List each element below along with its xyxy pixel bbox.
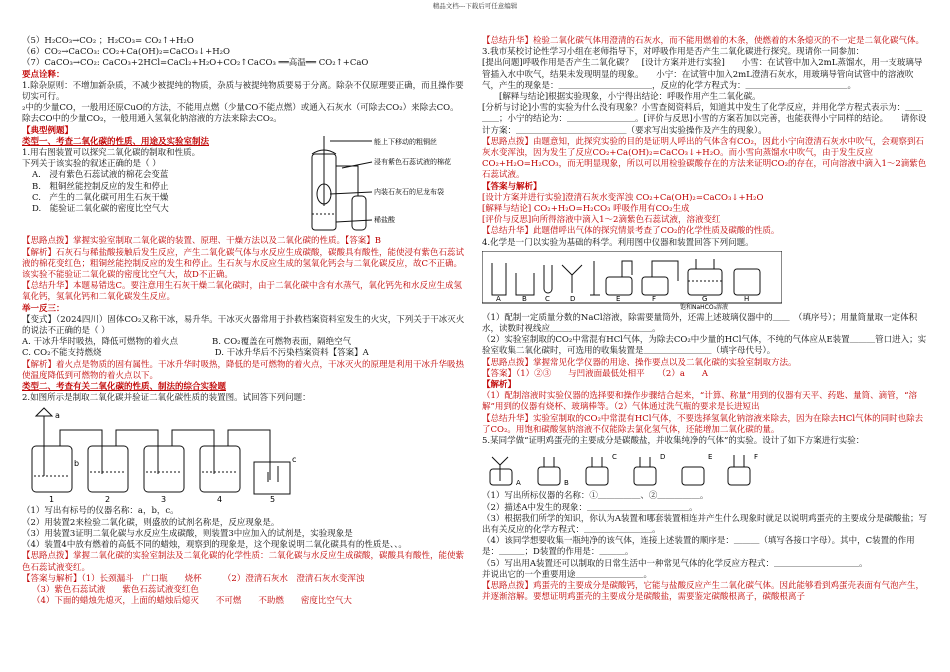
left-section-2	[22, 236, 467, 404]
eggshell-label-b: B	[564, 479, 569, 488]
apparatus-label-5: 5	[270, 495, 276, 505]
eggshell-label-c: C	[612, 453, 617, 462]
left3-paragraph: （2）用装置2来检验二氧化碳，则盛放的试剂名称是，反应现象是。	[22, 517, 280, 528]
eggshell-apparatus-figure	[482, 449, 762, 489]
left2-paragraph: 举一反三：	[22, 303, 65, 314]
right-paragraph: 3.我市某校讨论性学习小组在老师指导下，对呼吸作用是否产生二氧化碳进行探究。现请你一同参加：	[482, 47, 865, 58]
left-paragraph: ₂中的少量CO，一般用还原CuO的方法，不能用点燃（少量CO不能点燃）或通入石灰水（可除去CO₂）来除去CO。除去CO中的少量CO₂，一般用通入氢氧化钠溶液的方法来除去CO₂。	[22, 103, 459, 125]
left3-paragraph: 【思路点拨】掌握二氧化碳的实验室制法及二氧化碳的化学性质：二氧化碳与水反应生成碳酸，碳酸具有酸性，能使紫色石蕊试液变红。	[22, 551, 465, 573]
figure-label-bag: 内装石灰石的尼龙布袋	[374, 188, 444, 197]
left-paragraph: 1.除杂原则：不增加新杂质，不减少被提纯的物质，杂质与被提纯物质要易于分离。除杂不仅原理要正确，而且操作要切实可行。	[22, 80, 464, 103]
left-paragraph: 下列关于该实验的叙述正确的是（ ）	[22, 159, 161, 170]
right-section-1	[482, 36, 928, 249]
right2-paragraph: 【总结升华】实验室制取的CO₂中常混有HCl气体，不要选择氢氧化钠溶液来除去，因为在除去HCl气体的同时也除去了CO₂。用饱和碳酸氢钠溶液不仅能除去氯化氢气体，还能增加二氧化碳的量。	[482, 413, 924, 435]
instrument-label-d: D	[570, 294, 576, 303]
figure-label-wire: 能上下移动的粗铜丝	[374, 138, 437, 147]
left3-paragraph: （3）紫色石蕊试液 紫色石蕊试液变红色	[32, 584, 199, 595]
instrument-label-a: A	[496, 294, 501, 303]
right3-paragraph: （3）根据我们所学的知识，你认为A装置和哪套装置相连并产生什么现象时就足以说明鸡蛋壳的主要成分是碳酸盐；写出有关反应的化学方程式：＿＿＿＿＿＿＿＿。	[482, 513, 928, 535]
right2-paragraph: 【思路点拨】掌握常见化学仪器的用途、操作要点以及二氧化碳的实验室制取方法。	[482, 357, 797, 368]
right-column	[482, 36, 928, 603]
apparatus-letter-a: a	[55, 411, 60, 421]
right-paragraph: 【答案与解析】	[482, 181, 542, 192]
right-paragraph: 【总结升华】此题借呼出气体的探究情景考查了CO₂的化学性质及碳酸的性质。	[482, 226, 780, 237]
left2-paragraph: 类型二、考查有关二氧化碳的性质、制法的综合实验题	[22, 382, 227, 393]
instrument-label-g: G	[702, 294, 708, 303]
instrument-label-f: F	[652, 294, 657, 303]
right3-paragraph: （4）该同学想要收集一瓶纯净的该气体，连接上述装置的顺序是：＿＿＿（填写各接口字母）。其中，C装置的作用是：＿＿＿；D装置的作用是：＿＿＿。	[482, 536, 915, 558]
lab-instruments-figure	[482, 251, 782, 311]
figure-label-cotton: 浸有紫色石蕊试液的棉花	[374, 158, 451, 167]
right3-paragraph: （2）描述A中发生的现象：＿＿＿＿＿＿＿＿＿＿＿＿。	[482, 502, 698, 513]
left2-paragraph: 【变式】（2024四川）固体CO₂又称干冰，易升华。干冰灭火器常用于扑救档案资料室发生的火灾，下列关于干冰灭火的说法不正确的是（ ）	[22, 314, 465, 337]
right3-paragraph: 并说出它的一个重要用途＿＿＿＿＿＿＿＿。	[482, 569, 653, 580]
answer-option: D. 能验证二氧化碳的密度比空气大	[32, 204, 169, 215]
left2-paragraph: 【思路点拨】掌握实验室制取二氧化碳的装置、原理、干燥方法以及二氧化碳的性质。【答案】B	[22, 236, 382, 247]
left3-paragraph: 【答案与解析】（1）长颈漏斗 广口瓶 烧杯 （2）澄清石灰水 澄清石灰水变浑浊	[22, 573, 365, 584]
left3-paragraph: （1）写出有标号的仪器名称：a，b，c。	[22, 506, 179, 517]
right-paragraph: [设计方案并进行实验]澄清石灰水变浑浊 CO₂+Ca(OH)₂=CaCO₃↓+H₂O	[482, 192, 764, 203]
left-paragraph: 【典型例题】	[22, 125, 74, 136]
left2-paragraph: 2.如图所示是制取二氧化碳并验证二氧化碳性质的装置图。试回答下列问题：	[22, 393, 311, 404]
apparatus-letter-b: b	[74, 459, 80, 469]
right2-paragraph: （1）配制一定质量分数的NaCl溶液，除需要量筒外，还需上述玻璃仪器中的＿＿ （填序号）；用量筒量取一定体积水，读数时视线应＿＿＿＿＿＿＿＿＿＿＿＿。	[482, 312, 918, 335]
answer-option: A. 浸有紫色石蕊试液的棉花会变蓝	[32, 170, 169, 181]
apparatus-label-2: 2	[105, 495, 111, 505]
left-paragraph: （7）CaCO₃→CO₂: CaCO₃+2HCl=CaCl₂+H₂O+CO₂↑CaCO₃ ══高温══ CO₂↑+CaO	[22, 58, 369, 69]
right-section-3	[482, 491, 928, 603]
right2-paragraph: 【解析】	[482, 380, 517, 391]
left3-paragraph: （4）下面的蜡烛先熄灭，上面的蜡烛后熄灭 不可燃 不助燃 密度比空气大	[32, 596, 352, 607]
figure-label-acid: 稀盐酸	[374, 216, 395, 225]
left2-paragraph: 【总结升华】本题易错选C。要注意用生石灰干燥二氧化碳时，由于二氧化碳中含有水蒸气，氧化钙先和水反应生成氢氧化钙，氢氧化钙和二氧化碳发生反应。	[22, 281, 463, 303]
right2-paragraph: （2）实验室制取的CO₂中常混有HCl气体，为除去CO₂中少量的HCl气体，不纯的气体应从E装置＿＿＿管口进入；实验室收集二氧化碳时，可选用的收集装置是＿＿＿＿＿＿＿＿（填字母代号）。	[482, 335, 927, 357]
right3-paragraph: （1）写出所标仪器的名称：①＿＿＿＿＿、②＿＿＿＿＿。	[482, 491, 709, 502]
left-column	[22, 36, 467, 607]
eggshell-label-e: E	[708, 453, 713, 462]
right-paragraph: [解释与结论]根据实验现象，小宁得出结论：呼吸作用产生二氧化碳。	[482, 92, 761, 103]
left3-paragraph: （4）装置4中放有燃着的高低不同的蜡烛，观察到的现象是，这个现象说明二氧化碳具有的性质是、、。	[22, 540, 407, 551]
instrument-label-h: H	[744, 294, 750, 303]
left-paragraph: 要点诠释：	[22, 69, 65, 80]
co2-verification-apparatus	[22, 406, 322, 504]
instrument-label-b: B	[522, 294, 527, 303]
page-header: 精品文档---下载后可任意编辑	[432, 2, 518, 10]
left-paragraph: （6）CO₂→CaCO₃: CO₂+Ca(OH)₂=CaCO₃↓+H₂O	[22, 47, 231, 58]
left-paragraph: 1.用右图装置可以探究二氧化碳的制取和性质。	[22, 148, 201, 159]
answer-option: C. 产生的二氧化碳可用生石灰干燥	[32, 192, 169, 203]
eggshell-label-d: D	[660, 453, 666, 462]
co2-apparatus-figure	[272, 136, 462, 236]
saturated-solution-label: 饱和NaHCO₃溶液	[680, 303, 728, 311]
right2-paragraph: 5.某同学做“证明鸡蛋壳的主要成分是碳酸盐，并收集纯净的气体”的实验。设计了如下方案进行实验：	[482, 436, 865, 447]
left3-paragraph: （3）用装置3证明二氧化碳与水反应生成碳酸，则装置3中应加入的试剂是，实验现象是	[22, 528, 353, 539]
right-paragraph: 【思路点拨】由题意知，此探究实验的目的是证明人呼出的气体含有CO₂，因此小宁向澄清石灰水中吹气，会观察到石灰水变浑浊，因为发生了反应CO₂+Ca(OH)₂=CaCO₃↓+H₂O。而小雪向蒸馏水中吹气，由于发生反应CO₂+H₂O=H₂CO₃，而无明显现象，所以可以用检验碳酸存在的方法来证明CO₂的存在，可向溶液中滴入1～2滴紫色石蕊试液。	[482, 136, 927, 181]
left2-paragraph: 【解析】着火点是物质的固有属性。干冰升华时吸热，降低的是可燃物的着火点，干冰灭火的原理是利用干冰升华吸热使温度降低到可燃物的着火点以下。	[22, 359, 465, 381]
left2-paragraph: 【解析】石灰石与稀盐酸接触后发生反应，产生二氧化碳气体与水反应生成碳酸，碳酸具有酸性，能使浸有紫色石蕊试液的棉花变红色；粗铜丝能控制反应的发生和停止。生石灰与水反应生成的氢氧化钙会与二氧化碳反应，故C不正确。该实验不能验证二氧化碳的密度比空气大，故D不正确。	[22, 247, 465, 281]
right-paragraph: [提出问题]呼吸作用是否产生二氧化碳？ [设计方案并进行实验] 小雪：在试管中加入2mL蒸馏水，用一支玻璃导管插入水中吹气，结果未发现明显的现象。 小宁：在试管中加入2mL澄清石灰水，用玻璃导管向试管中的溶液吹气，产生的现象是：＿＿＿＿＿＿＿＿＿＿＿，反应的化学方程式为：＿＿＿＿＿＿＿＿＿＿＿＿。	[482, 58, 923, 91]
left-section-3	[22, 506, 467, 607]
left2-paragraph: C. CO₂不能支持燃烧 D. 干冰升华后不污染档案资料【答案】A	[22, 348, 369, 359]
instrument-label-c: C	[545, 294, 550, 303]
answer-option: B. 粗铜丝能控制反应的发生和停止	[32, 181, 169, 192]
eggshell-label-f: F	[754, 453, 759, 462]
eggshell-label-a: A	[516, 479, 521, 488]
apparatus-label-4: 4	[217, 495, 223, 505]
right3-paragraph: （5）写出用A装置还可以制取的日常生活中一种常见气体的化学反应方程式：＿＿＿＿＿＿＿＿＿＿。	[482, 558, 868, 569]
right-paragraph: [分析与讨论]小雪的实验为什么没有现象？小雪查阅资料后，知道其中发生了化学反应，并用化学方程式表示为：＿＿＿＿；小宁的结论为：＿＿＿＿＿＿＿＿。[评价与反思]小雪的方案若加以完善，也能获得小宁同样的结论。 请你设计方案：＿＿＿＿＿＿＿＿＿＿＿＿＿（要求写出实验操作及产生的现象）。	[482, 103, 927, 136]
apparatus-label-3: 3	[161, 495, 167, 505]
instrument-label-e: E	[616, 294, 621, 303]
right-paragraph: 4.化学是一门以实验为基础的科学。利用图中仪器和装置回答下列问题。	[482, 237, 754, 248]
question-1-options	[22, 170, 272, 215]
right-section-2	[482, 313, 928, 447]
apparatus-label-1: 1	[49, 495, 55, 505]
right2-paragraph: （1）配制溶液时实验仪器的选择要和操作步骤结合起来，“计算、称量”用到的仪器有天平、药匙、量筒、滴管，“溶解”用到的仪器有烧杯、玻璃棒等。（2）气体通过洗气瓶的要求是长进短出	[482, 391, 917, 413]
right3-paragraph: 【思路点拨】鸡蛋壳的主要成分是碳酸钙，它能与盐酸反应产生二氧化碳气体。因此能够看到鸡蛋壳表面有气泡产生，并逐渐溶解。要想证明鸡蛋壳的主要成分是碳酸盐，需要鉴定碳酸根离子，碳酸根离子	[482, 580, 925, 603]
right-paragraph: 【总结升华】检验二氧化碳气体用澄清的石灰水，而不能用燃着的木条，使燃着的木条熄灭的不一定是二氧化碳气体。	[482, 36, 925, 46]
apparatus-letter-c: c	[292, 455, 297, 465]
left-paragraph: （5）H₂CO₃→CO₂ ；H₂CO₃= CO₂↑+H₂O	[22, 36, 194, 46]
left2-paragraph: A. 干冰升华时吸热，降低可燃物的着火点 B. CO₂覆盖在可燃物表面，隔绝空气	[22, 337, 352, 348]
right-paragraph: [评价与反思]向所得溶液中滴入1～2滴紫色石蕊试液，溶液变红	[482, 215, 721, 226]
right-paragraph: [解释与结论] CO₂+H₂O=H₂CO₃ 呼吸作用有CO₂生成	[482, 204, 690, 215]
right2-paragraph: 【答案】（1）②③ 与凹液面最低处相平 （2）a A	[482, 368, 709, 379]
left-paragraph: 类型一、考查二氧化碳的性质、用途及实验室制法	[22, 136, 210, 147]
